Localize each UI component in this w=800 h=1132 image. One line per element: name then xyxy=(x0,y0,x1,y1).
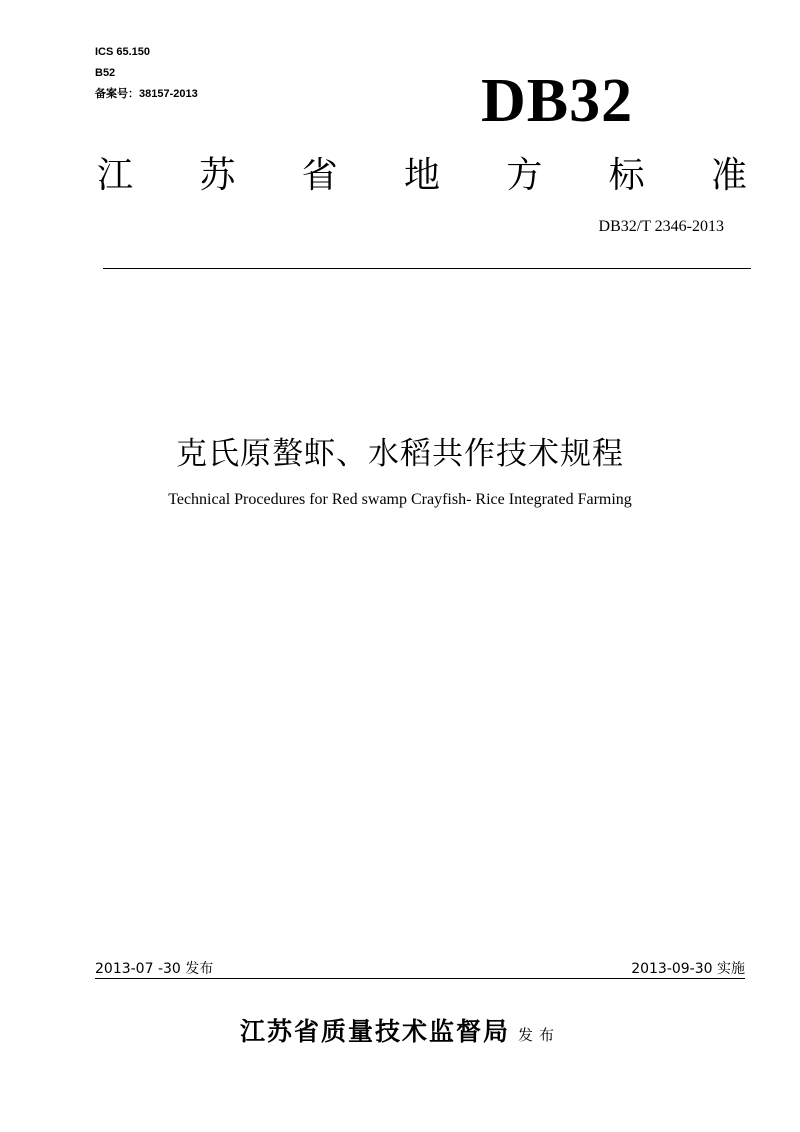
title-char: 江 xyxy=(97,155,134,196)
document-title-en: Technical Procedures for Red swamp Crayfish- Rice Integrated Farming xyxy=(168,491,632,508)
issue-date: 2013-07 -30 发布 xyxy=(95,961,214,977)
title-char: 省 xyxy=(301,155,338,196)
footer-divider xyxy=(95,978,745,979)
document-title-cn: 克氏原螯虾、水稻共作技术规程 xyxy=(176,436,624,472)
title-char: 苏 xyxy=(199,155,236,196)
class-code: B52 xyxy=(95,67,116,79)
issuer-line xyxy=(0,1012,800,1055)
standard-number: DB32/T 2346-2013 xyxy=(598,218,724,235)
ics-code: ICS 65.150 xyxy=(95,46,151,58)
issuer-name: 江苏省质量技术监督局 xyxy=(239,1017,510,1046)
header-divider xyxy=(103,268,751,269)
standard-category-title xyxy=(97,150,747,202)
record-number: 备案号：38157-2013 xyxy=(95,88,198,100)
title-char: 准 xyxy=(710,155,747,196)
title-char: 标 xyxy=(608,155,645,196)
title-char: 地 xyxy=(403,155,440,196)
db-mark: DB32 xyxy=(481,67,634,135)
issuer-action: 发布 xyxy=(518,1026,561,1044)
title-char: 方 xyxy=(506,155,543,196)
classification-codes xyxy=(95,42,198,105)
effective-date: 2013-09-30 实施 xyxy=(631,961,745,977)
